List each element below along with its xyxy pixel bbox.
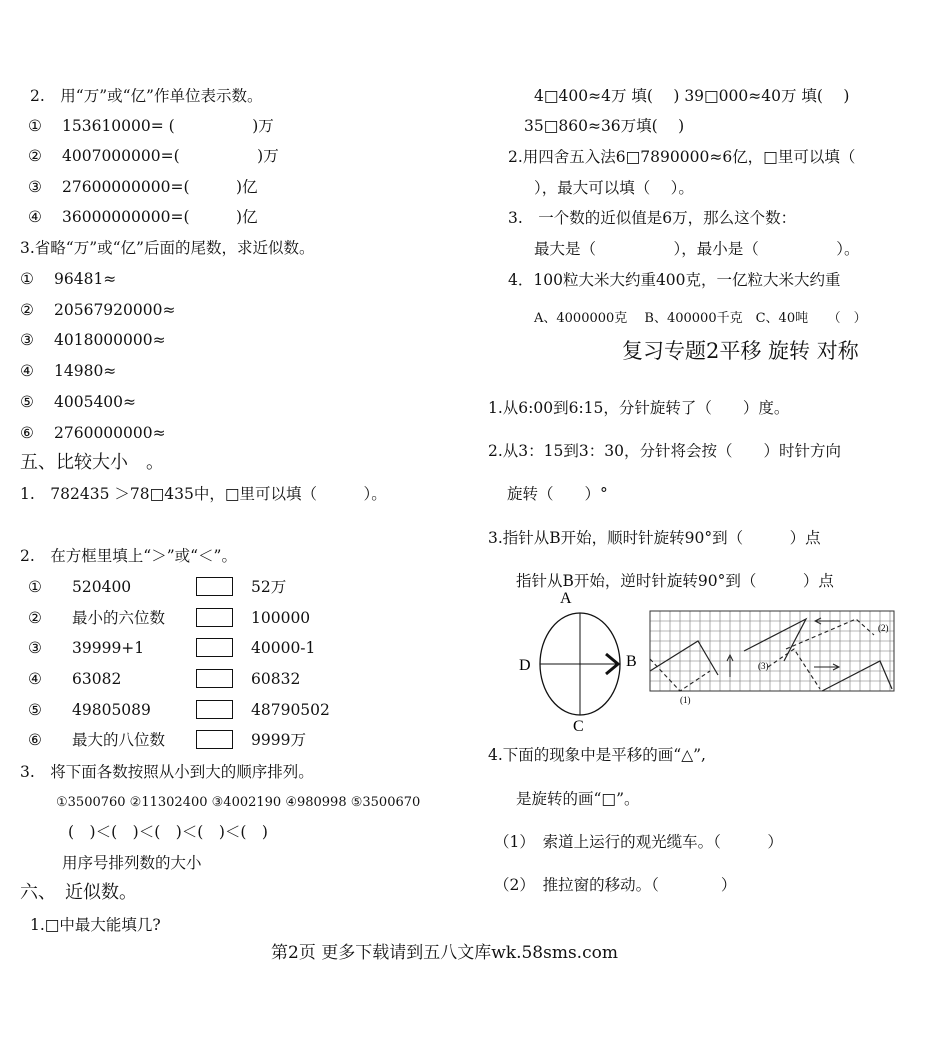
q3-item-4: 14980≈ [54, 362, 117, 380]
section-5-title: 五、比较大小 。 [20, 452, 164, 473]
translation-q4-cont: 是旋转的画“□”。 [516, 790, 640, 808]
translation-q4-item-1: （1） 索道上运行的观光缆车。（ ） [494, 833, 783, 851]
q3-item-5: 4005400≈ [54, 393, 137, 411]
clock-label-b: B [626, 653, 637, 670]
translation-q4-item-2: （2） 推拉窗的移动。（ ） [494, 876, 737, 894]
compare-4-a: 63082 [72, 670, 122, 688]
approx-q2-cont: ），最大可以填（ ）。 [534, 179, 694, 197]
approx-line-2: 35□860≈36万填( ) [524, 117, 685, 135]
rotation-q3-cont: 指针从B开始，逆时针旋转90°到（ ）点 [516, 572, 834, 590]
q3-item-1: 96481≈ [54, 270, 117, 288]
compare-3-box[interactable] [196, 638, 233, 657]
compare-2-b: 100000 [251, 609, 311, 627]
q2-item-2: 4007000000=( )万 [62, 147, 279, 165]
clock-label-d: D [519, 657, 531, 674]
rotation-q3: 3.指针从B开始，顺时针旋转90°到（ ）点 [488, 529, 821, 547]
q2-item-4: 36000000000=( )亿 [62, 208, 258, 226]
compare-4-num: ④ [28, 670, 42, 688]
grid-label-2: (2) [878, 623, 889, 633]
approx-q4: 4．100粒大米大约重400克，一亿粒大米大约重 [508, 271, 841, 289]
topic-title: 复习专题2平移 旋转 对称 [622, 339, 859, 363]
q3-item-4-num: ④ [20, 362, 34, 380]
clock-diagram [506, 586, 646, 736]
shape-3-dashed [768, 649, 820, 689]
q3-item-2-num: ② [20, 301, 34, 319]
approx-q3: 3. 一个数的近似值是6万，那么这个数： [508, 209, 797, 227]
compare-5-b: 48790502 [251, 701, 330, 719]
rotation-q1: 1.从6:00到6:15，分针旋转了（ ）度。 [488, 399, 790, 417]
section-5-q1: 1. 782435 ＞78□435中，□里可以填（ ）。 [20, 485, 387, 503]
compare-6-num: ⑥ [28, 731, 42, 749]
compare-1-box[interactable] [196, 577, 233, 596]
approx-q3-cont: 最大是（ ），最小是（ ）。 [534, 240, 860, 258]
q2-item-4-num: ④ [28, 208, 42, 226]
q3-item-5-num: ⑤ [20, 393, 34, 411]
compare-1-a: 520400 [72, 578, 132, 596]
compare-5-a: 49805089 [72, 701, 151, 719]
q2-title: 2. 用“万”或“亿”作单位表示数。 [30, 87, 263, 105]
section-6-title: 六、 近似数。 [20, 882, 137, 903]
q3-item-3: 4018000000≈ [54, 331, 166, 349]
q3-item-6-num: ⑥ [20, 424, 34, 442]
grid-label-1: (1) [680, 695, 691, 705]
compare-3-num: ③ [28, 639, 42, 657]
q2-item-1-num: ① [28, 117, 42, 135]
grid-label-3: (3) [758, 661, 769, 671]
section-5-q3: 3. 将下面各数按照从小到大的顺序排列。 [20, 763, 314, 781]
q3-title: 3.省略“万”或“亿”后面的尾数，求近似数。 [20, 239, 315, 257]
q3-item-2: 20567920000≈ [54, 301, 176, 319]
section-5-q3-blanks: ( )＜( )＜( )＜( )＜( ) [68, 823, 268, 841]
approx-q2: 2.用四舍五入法6□7890000≈6亿，□里可以填（ [508, 148, 856, 166]
compare-4-b: 60832 [251, 670, 301, 688]
shape-2-solid [744, 619, 806, 661]
compare-3-b: 40000-1 [251, 639, 316, 657]
clock-label-c: C [573, 718, 584, 735]
compare-2-a: 最小的六位数 [72, 609, 166, 627]
approx-q4-options: A、4000000克 B、400000千克 C、40吨 （ ） [534, 311, 867, 326]
q3-item-1-num: ① [20, 270, 34, 288]
compare-6-box[interactable] [196, 730, 233, 749]
compare-5-box[interactable] [196, 700, 233, 719]
rotation-q2-cont: 旋转（ ）° [507, 485, 608, 503]
compare-4-box[interactable] [196, 669, 233, 688]
q3-item-3-num: ③ [20, 331, 34, 349]
grid-lines [650, 611, 894, 691]
clock-label-a: A [560, 590, 572, 607]
compare-3-a: 39999+1 [72, 639, 145, 657]
translation-grid-diagram [648, 609, 900, 709]
compare-2-box[interactable] [196, 608, 233, 627]
section-6-q1: 1.□中最大能填几? [30, 916, 161, 934]
compare-6-b: 9999万 [251, 731, 306, 749]
section-5-q2: 2. 在方框里填上“＞”或“＜”。 [20, 547, 237, 565]
compare-5-num: ⑤ [28, 701, 42, 719]
approx-line-1: 4□400≈4万 填( ) 39□000≈40万 填( ) [534, 87, 850, 105]
section-5-q3-numbers: ①3500760 ②11302400 ③4002190 ④980998 ⑤3500670 [56, 795, 421, 810]
q2-item-1: 153610000= ( )万 [62, 117, 274, 135]
compare-1-num: ① [28, 578, 42, 596]
section-5-q3-note: 用序号排列数的大小 [62, 854, 202, 872]
shape-3-solid [822, 661, 892, 691]
rotation-q2: 2.从3：15到3：30，分针将会按（ ）时针方向 [488, 442, 841, 460]
compare-2-num: ② [28, 609, 42, 627]
page-footer: 第2页 更多下载请到五八文库wk.58sms.com [271, 943, 618, 963]
q2-item-3-num: ③ [28, 178, 42, 196]
q3-item-6: 2760000000≈ [54, 424, 166, 442]
translation-q4: 4.下面的现象中是平移的画“△”, [488, 746, 706, 764]
compare-6-a: 最大的八位数 [72, 731, 166, 749]
compare-1-b: 52万 [251, 578, 287, 596]
q2-item-2-num: ② [28, 147, 42, 165]
q2-item-3: 27600000000=( )亿 [62, 178, 258, 196]
